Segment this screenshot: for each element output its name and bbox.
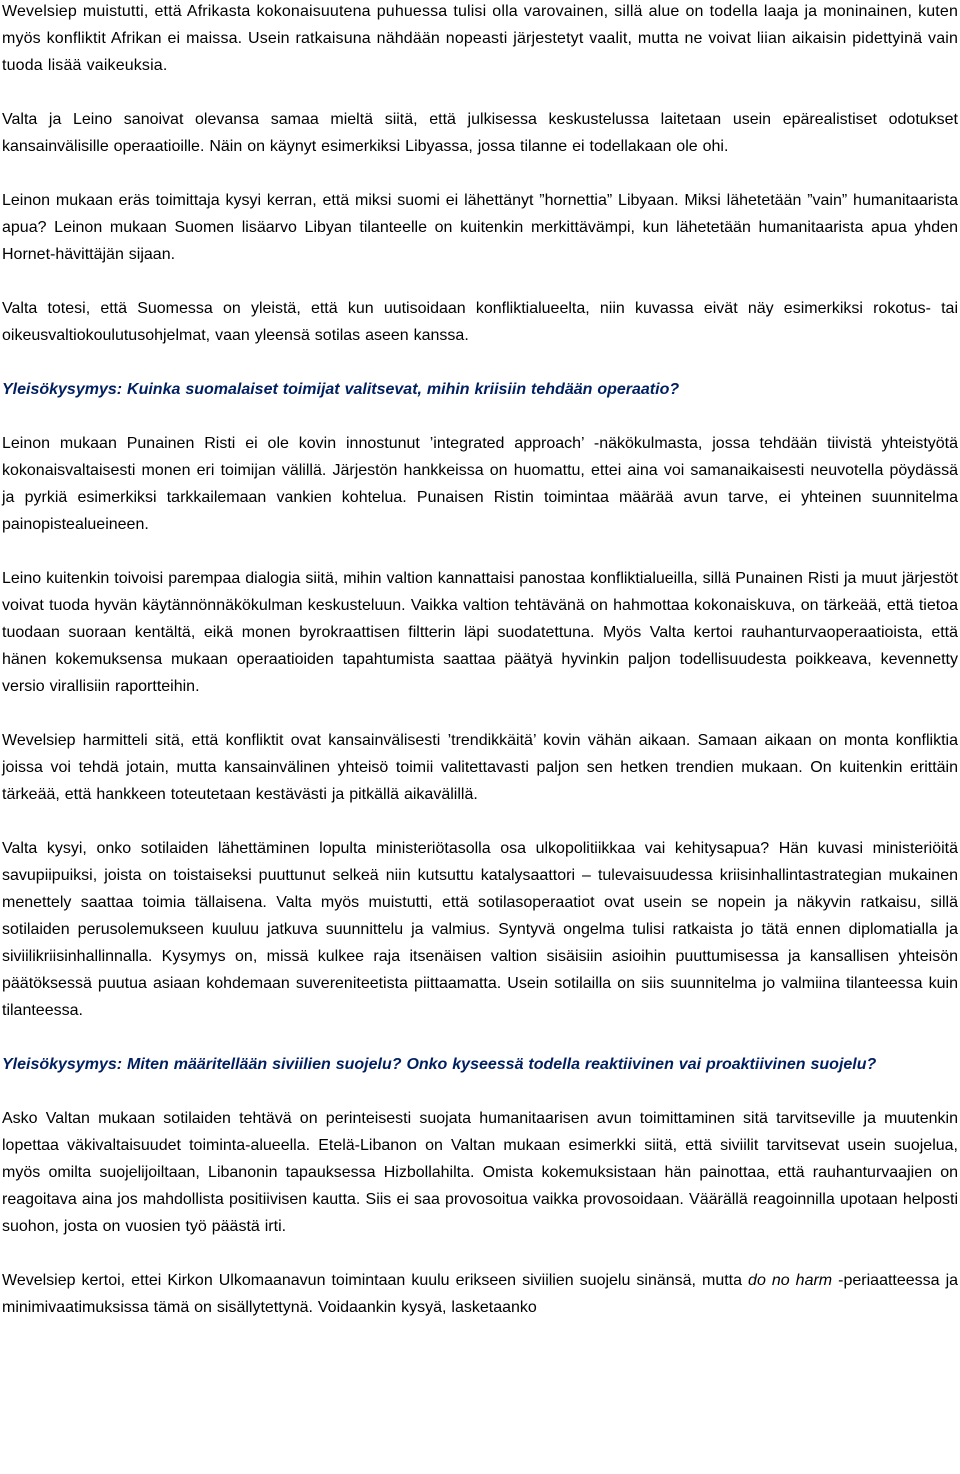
paragraph-4: Valta totesi, että Suomessa on yleistä, että kun uutisoidaan konfliktialueelta, niin kuvassa eivät näy esimerkiksi rokotus- tai oikeusvaltiokoulutusohjelmat, vaan yleensä sotilas aseen kanssa. — [2, 300, 958, 344]
paragraph-2: Valta ja Leino sanoivat olevansa samaa mieltä siitä, että julkisessa keskustelussa laitetaan usein epärealistiset odotukset kansainvälisille operaatioille. Näin on käynyt esimerkiksi Libyassa, jossa tilanne ei todellakaan ole ohi. — [2, 111, 958, 155]
paragraph-10-run-1: Wevelsiep kertoi, ettei Kirkon Ulkomaanavun toimintaan kuulu erikseen siviilien suojelu sinänsä, mutta — [2, 1272, 749, 1289]
paragraph-5: Leinon mukaan Punainen Risti ei ole kovin innostunut ’integrated approach’ -näkökulmasta, jossa tehdään tiivistä yhteistyötä kokonaisvaltaisesti monen eri toimijan välillä. Järjestön hankkeissa on huomattu, ettei aina voi samanaikaisesti neuvotella pöydässä ja pyrkiä esimerkiksi tarkkailemaan vankien kohtelua. Punaisen Ristin toimintaa määrää avun tarve, ei yhteinen suunnitelma painopistealueineen. — [2, 435, 958, 533]
paragraph-8: Valta kysyi, onko sotilaiden lähettäminen lopulta ministeriötasolla osa ulkopolitiikkaa vai kehitysapua? Hän kuvasi ministeriöitä savupiipuiksi, joista on toistaiseksi puuttunut selkeä niin kutsuttu katalysaattori – tulevaisuudessa kriisinhallintastrategian mukainen menettely saattaa toimia tällaisena. Valta myös muistutti, että sotilasoperaatiot ovat usein se nopein ja näkyvin ratkaisu, sillä sotilaiden perusolemukseen kuuluu jatkuva suunnittelu ja valmius. Syntyvä ongelma tulisi ratkaista jo tätä ennen diplomatialla ja siviilikriisinhallinnalla. Kysymys on, missä kulkee raja itsenäisen valtion sisäisiin asioihin puuttumisessa ja kansallisen yhteisön päätöksessä puutua asiaan kohdemaan suvereniteetista piittaamatta. Usein sotilailla on siis suunnitelma jo valmiina tilanteessa kuin tilanteessa. — [2, 840, 958, 1019]
paragraph-10-run-2-italic: do no harm — [748, 1272, 833, 1289]
paragraph-3: Leinon mukaan eräs toimittaja kysyi kerran, että miksi suomi ei lähettänyt ”hornettia” Libyaan. Miksi lähetetään ”vain” humanitaarista apua? Leinon mukaan Suomen lisäarvo Libyan tilanteelle on kuitenkin merkittävämpi, kun lähetetään humanitaarista apua yhden Hornet-hävittäjän sijaan. — [2, 192, 958, 263]
audience-question-1: Yleisökysymys: Kuinka suomalaiset toimijat valitsevat, mihin kriisiin tehdään operaatio? — [2, 381, 680, 398]
audience-question-2: Yleisökysymys: Miten määritellään siviilien suojelu? Onko kyseessä todella reaktiivinen vai proaktiivinen suojelu? — [2, 1056, 877, 1073]
paragraph-9: Asko Valtan mukaan sotilaiden tehtävä on perinteisesti suojata humanitaarisen avun toimittaminen sitä tarvitseville ja muutenkin lopettaa väkivaltaisuudet toiminta-alueella. Etelä-Libanon on Valtan mukaan esimerkki siitä, että siviilit tarvitsevat usein suojelua, myös omilta suojelijoiltaan, Libanonin tapauksessa Hizbollahilta. Omista kokemuksistaan hän painottaa, että rauhanturvaajien on reagoitava aina jos mahdollista positiivisen kautta. Siis ei saa provosoitua vaikka provosoidaan. Väärällä reagoinnilla upotaan helposti suohon, josta on vuosien työ päästä irti. — [2, 1110, 958, 1235]
paragraph-1: Wevelsiep muistutti, että Afrikasta kokonaisuutena puhuessa tulisi olla varovainen, sillä alue on todella laaja ja moninainen, kuten myös konfliktit Afrikan ei maissa. Usein ratkaisuna nähdään nopeasti järjestetyt vaalit, mutta ne voivat liian aikaisin pidettyinä vain tuoda lisää vaikeuksia. — [2, 3, 958, 74]
paragraph-10 — [2, 1267, 958, 1321]
paragraph-6: Leino kuitenkin toivoisi parempaa dialogia siitä, mihin valtion kannattaisi panostaa konfliktialueilla, sillä Punainen Risti ja muut järjestöt voivat tuoda hyvän käytännönnäkökulman keskusteluun. Vaikka valtion tehtävänä on hahmottaa kokonaiskuva, on tärkeää, että tietoa tuodaan suoraan kentältä, eikä monen byrokraattisen filtterin läpi suodatettuna. Myös Valta kertoi rauhanturvaoperaatioista, että hänen kokemuksensa mukaan operaatioiden tapahtumista saattaa päätyä hyvinkin paljon todellisuudesta poikkeava, kevennetty versio virallisiin raportteihin. — [2, 570, 958, 695]
paragraph-7: Wevelsiep harmitteli sitä, että konfliktit ovat kansainvälisesti ’trendikkäitä’ kovin vähän aikaan. Samaan aikaan on monta konfliktia joissa voi tehdä jotain, mutta kansainvälinen yhteisö toimii valitettavasti paljon sen hetken trendien mukaan. On kuitenkin erittäin tärkeää, että hankkeen toteutetaan kestävästi ja pitkällä aikavälillä. — [2, 732, 958, 803]
paragraph-10-run-3: -periaatteessa ja minimivaatimuksissa tämä on sisällytettynä. Voidaankin kysyä, lasketaanko — [2, 1272, 959, 1316]
